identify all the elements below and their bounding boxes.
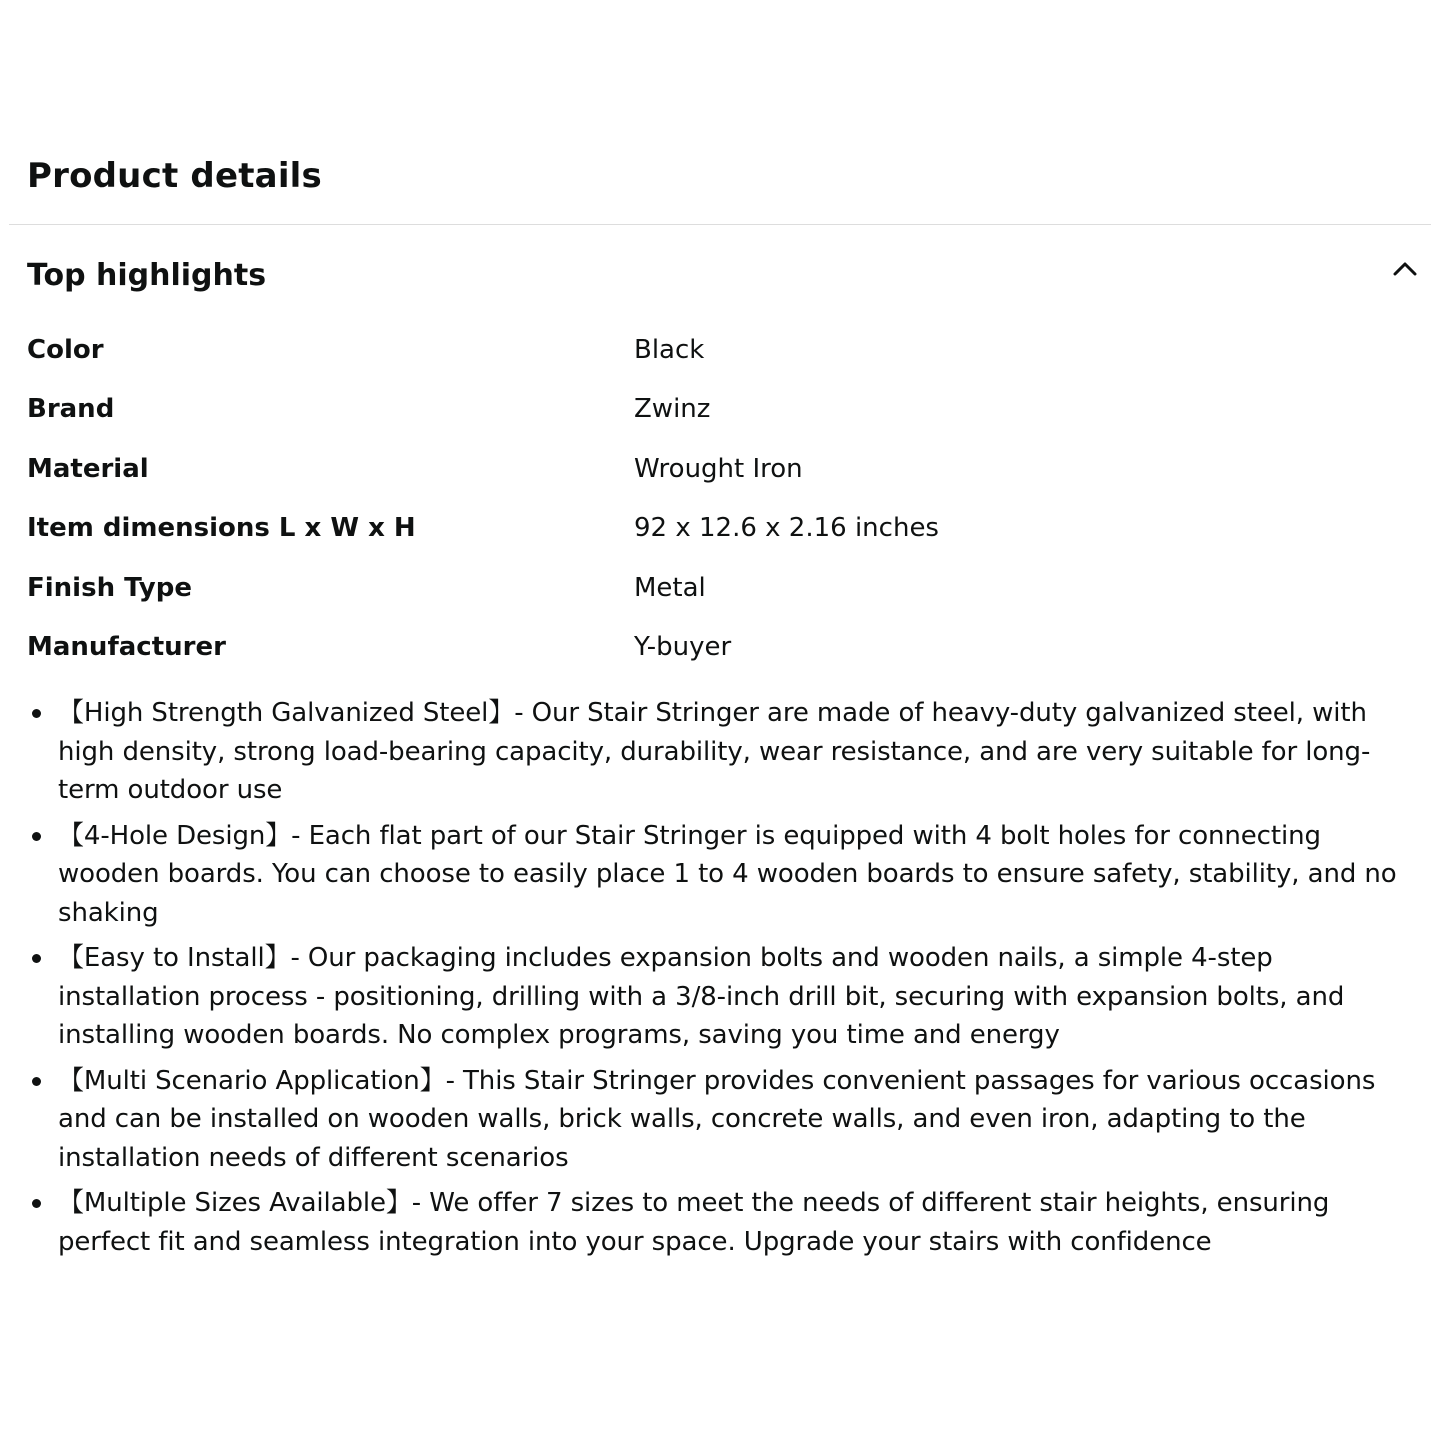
feature-bullet <box>22 817 1412 933</box>
spec-value: Zwinz <box>634 394 711 425</box>
section-title: Top highlights <box>27 258 267 293</box>
feature-bullet-list <box>22 694 1412 1268</box>
feature-bullet <box>22 1184 1412 1261</box>
spec-key: Color <box>27 335 104 365</box>
spec-row-brand <box>27 389 1417 448</box>
spec-value: Wrought Iron <box>634 453 803 484</box>
spec-key: Item dimensions L x W x H <box>27 513 416 544</box>
spec-key: Finish Type <box>27 572 192 603</box>
feature-bullet <box>22 939 1412 1055</box>
feature-bullet <box>22 694 1412 810</box>
spec-row-manufacturer <box>27 627 1417 686</box>
spec-value: 92 x 12.6 x 2.16 inches <box>634 513 939 544</box>
feature-bullet-text: 【Multiple Sizes Available】- We offer 7 sizes to meet the needs of different stair heights, ensuring perfect fit and seamless integration into your space. Upgrade your stairs with confidence <box>58 1188 1330 1257</box>
feature-bullet-text: 【Multi Scenario Application】- This Stair Stringer provides convenient passages for various occasions and can be installed on wooden walls, brick walls, concrete walls, and even iron, adapting to the installation needs of different scenarios <box>58 1065 1376 1173</box>
spec-row-material <box>27 449 1417 508</box>
spec-table <box>27 330 1417 686</box>
section-divider <box>9 224 1431 225</box>
spec-value: Y-buyer <box>634 631 732 662</box>
feature-bullet-text: 【Easy to Install】- Our packaging includes expansion bolts and wooden nails, a simple 4-step installation process - positioning, drilling with a 3/8-inch drill bit, securing with expansion bolts, and installing wooden boards. No complex programs, saving you time and energy <box>58 943 1345 1050</box>
spec-key: Brand <box>27 394 115 425</box>
bullet-dot-icon <box>32 1077 41 1086</box>
top-highlights-header[interactable] <box>27 252 1413 300</box>
bullet-dot-icon <box>32 832 41 841</box>
feature-bullet-text: 【4-Hole Design】- Each flat part of our Stair Stringer is equipped with 4 bolt holes for connecting wooden boards. You can choose to easily place 1 to 4 wooden boards to ensure safety, stability, and no shaking <box>58 820 1397 928</box>
bullet-dot-icon <box>32 709 41 718</box>
spec-value: Metal <box>634 572 706 603</box>
spec-key: Material <box>27 453 149 484</box>
chevron-up-icon[interactable] <box>1389 253 1421 285</box>
spec-value: Black <box>634 335 705 365</box>
spec-row-color <box>27 330 1417 389</box>
bullet-dot-icon <box>32 954 41 963</box>
feature-bullet <box>22 1062 1412 1178</box>
spec-row-finish-type <box>27 568 1417 627</box>
spec-row-dimensions <box>27 508 1417 567</box>
bullet-dot-icon <box>32 1199 41 1208</box>
feature-bullet-text: 【High Strength Galvanized Steel】- Our Stair Stringer are made of heavy-duty galvanized steel, with high density, strong load-bearing capacity, durability, wear resistance, and are very suitable for long-term outdoor use <box>58 698 1371 805</box>
spec-key: Manufacturer <box>27 631 226 662</box>
page-title: Product details <box>27 156 322 196</box>
